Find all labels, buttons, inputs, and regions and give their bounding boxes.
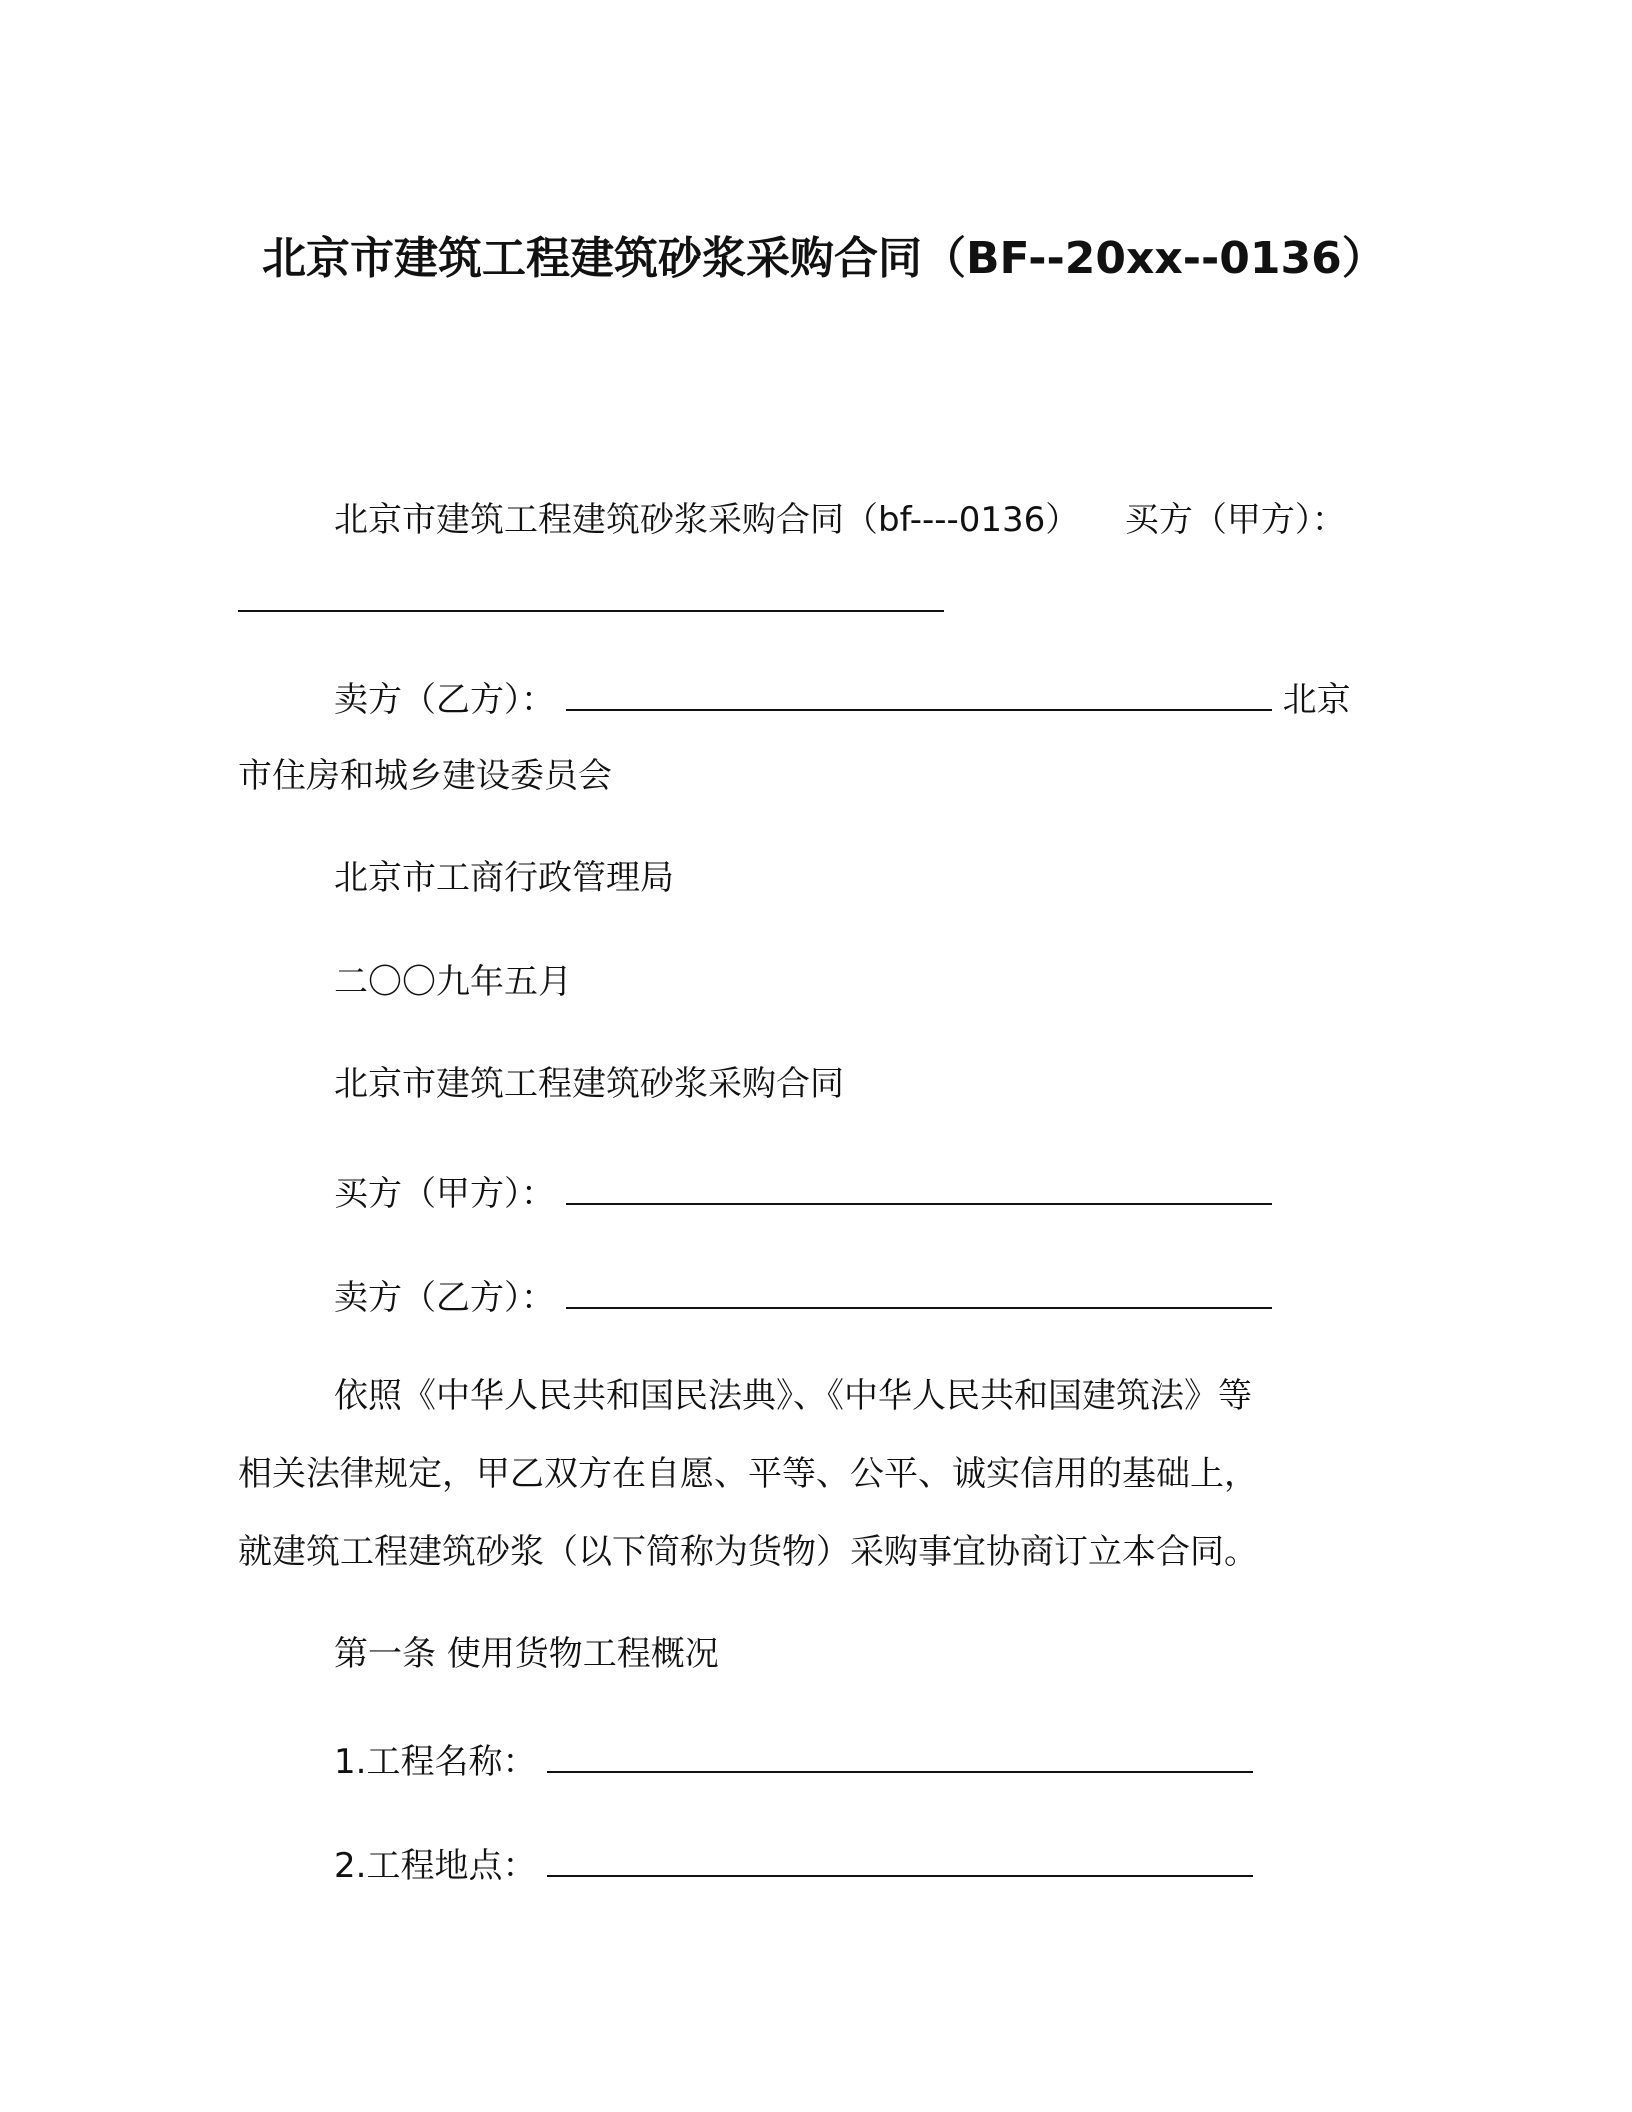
cover-date: 二〇〇九年五月 (334, 962, 572, 1002)
cover-contract-name: 北京市建筑工程建筑砂浆采购合同（bf----0136） (334, 500, 1080, 540)
item-2-label: 2.工程地点： (334, 1846, 537, 1886)
cover-line-1 (334, 498, 1346, 542)
project-location-blank[interactable] (547, 1845, 1253, 1877)
cover-issuer: 北京市工商行政管理局 (334, 858, 674, 898)
buyer-signature-blank[interactable] (238, 610, 944, 612)
article-1-heading: 第一条 使用货物工程概况 (334, 1634, 719, 1674)
cover-seller-line (334, 678, 1351, 722)
body-seller-blank[interactable] (566, 1277, 1272, 1309)
paragraph-1-line-1: 依照《中华人民共和国民法典》、《中华人民共和国建筑法》等 (334, 1376, 1252, 1416)
body-buyer-label: 买方（甲方）： (334, 1174, 555, 1214)
item-1-line (334, 1740, 1253, 1784)
cover-authority: 市住房和城乡建设委员会 (238, 756, 612, 796)
cover-seller-label: 卖方（乙方）： (334, 680, 555, 720)
cover-buyer-label: 买方（甲方）： (1124, 500, 1346, 540)
project-name-blank[interactable] (547, 1741, 1253, 1773)
item-1-label: 1.工程名称： (334, 1742, 537, 1782)
body-seller-line (334, 1276, 1272, 1320)
body-buyer-blank[interactable] (566, 1173, 1272, 1205)
body-seller-label: 卖方（乙方）： (334, 1278, 555, 1318)
item-2-line (334, 1844, 1253, 1888)
paragraph-1-line-2: 相关法律规定，甲乙双方在自愿、平等、公平、诚实信用的基础上， (238, 1454, 1258, 1494)
seller-signature-blank[interactable] (566, 679, 1272, 711)
cover-seller-suffix: 北京 (1282, 680, 1351, 720)
body-buyer-line (334, 1172, 1272, 1216)
paragraph-1-line-3: 就建筑工程建筑砂浆（以下简称为货物）采购事宜协商订立本合同。 (238, 1532, 1258, 1572)
contract-heading: 北京市建筑工程建筑砂浆采购合同 (334, 1064, 844, 1104)
document-title: 北京市建筑工程建筑砂浆采购合同（BF--20xx--0136） (262, 233, 1386, 284)
